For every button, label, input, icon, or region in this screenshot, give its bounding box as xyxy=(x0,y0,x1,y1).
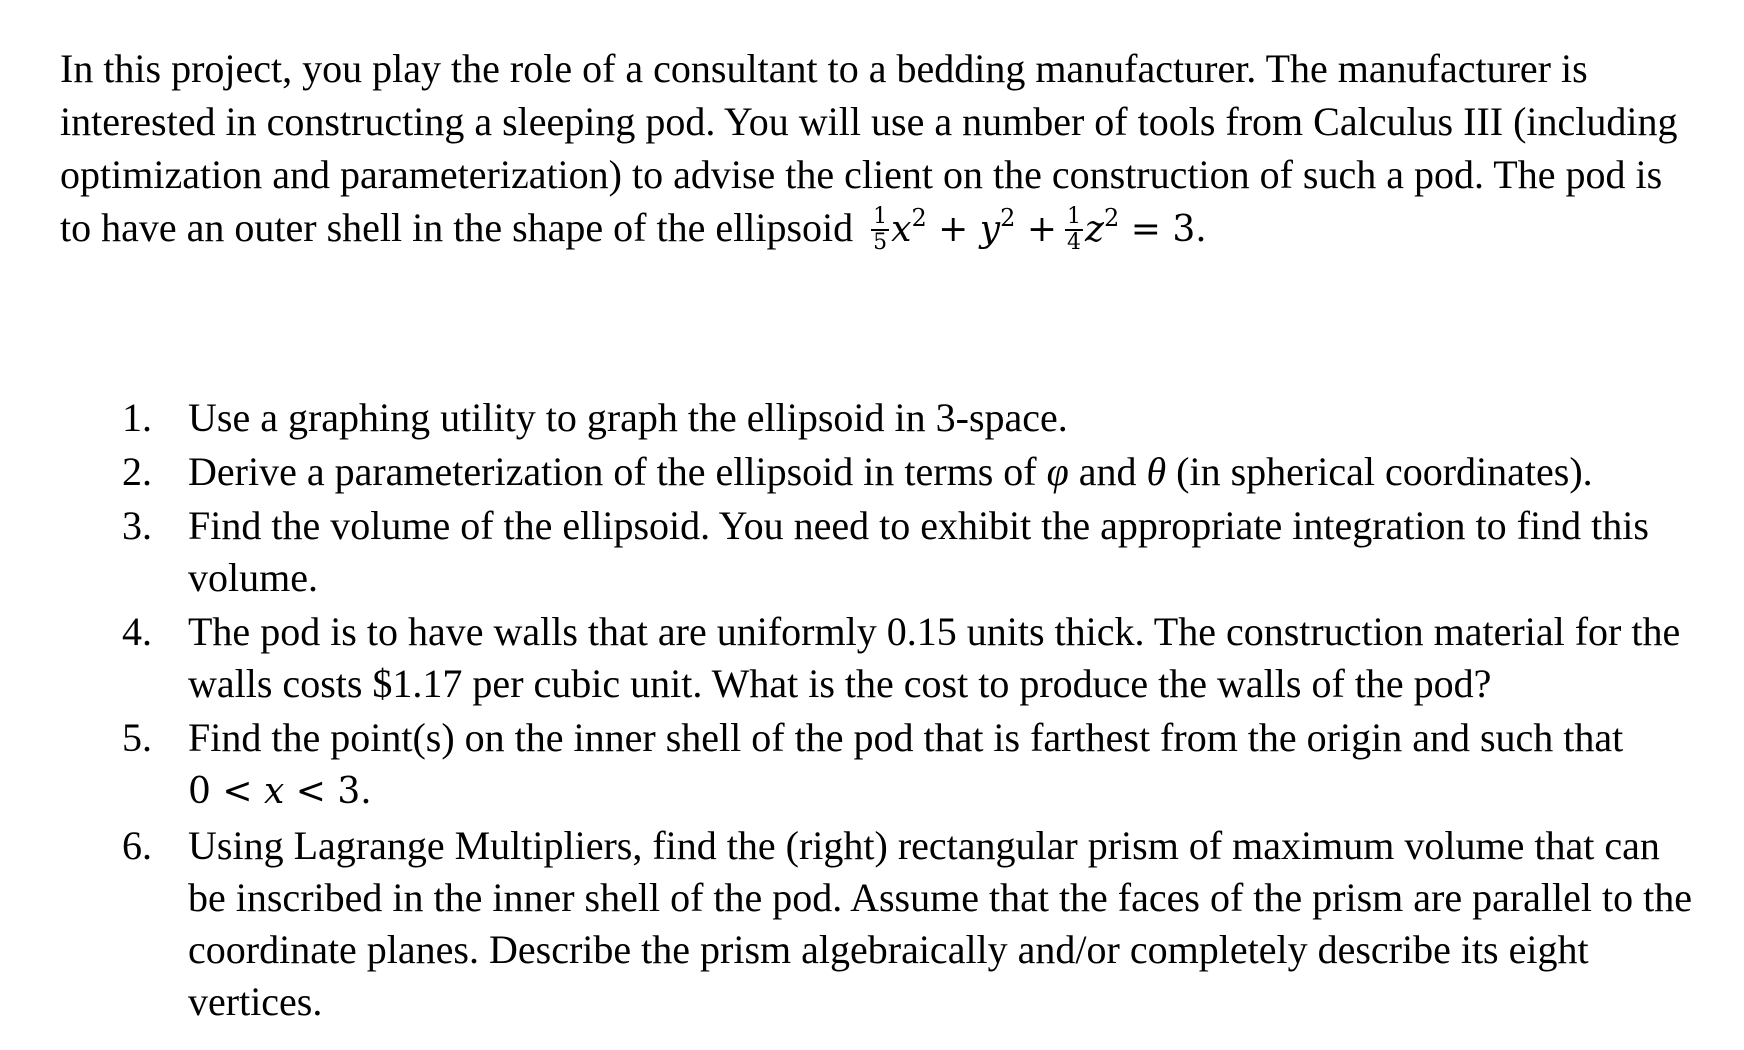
ellipsoid-equation xyxy=(863,204,1207,255)
exponent-y: 2 xyxy=(1000,204,1016,232)
task-item xyxy=(60,712,1700,818)
inequality-variable: x xyxy=(263,771,285,812)
task-text: The pod is to have walls that are uniformly 0.15 units thick. The construction material for the walls costs $1.17 per cubic unit. What is the cost to produce the walls of the pod? xyxy=(188,609,1681,706)
plus-sign: + xyxy=(1026,209,1058,250)
fraction-numerator: 1 xyxy=(873,204,888,229)
variable-x: x xyxy=(891,209,912,250)
fraction-denominator: 5 xyxy=(873,230,888,255)
task-number: 2. xyxy=(122,449,152,494)
task-number: 3. xyxy=(122,503,152,548)
variable-y: y xyxy=(979,209,1001,250)
task-item xyxy=(60,606,1700,710)
task-text: Find the point(s) on the inner shell of the pod that is farthest from the origin and such that xyxy=(188,715,1624,760)
variable-z: z xyxy=(1085,209,1105,250)
fraction-denominator: 4 xyxy=(1067,230,1082,255)
task-number: 4. xyxy=(122,609,152,654)
fraction-one-fourth xyxy=(1065,205,1083,255)
plus-sign: + xyxy=(938,209,969,250)
phi-symbol: φ xyxy=(1046,449,1069,494)
document-page xyxy=(60,42,1700,1024)
task-item xyxy=(60,446,1700,498)
intro-paragraph xyxy=(60,42,1700,257)
fraction-one-fifth xyxy=(871,205,889,255)
task-list xyxy=(60,392,1700,1030)
task-number: 5. xyxy=(122,715,152,760)
equals-sign: = xyxy=(1130,209,1161,250)
task-number: 1. xyxy=(122,395,152,440)
task-text: Find the volume of the ellipsoid. You need to exhibit the appropriate integration to find this volume. xyxy=(188,503,1649,600)
task-item xyxy=(60,392,1700,444)
inequality-right: < 3. xyxy=(295,771,372,812)
task-number: 6. xyxy=(122,823,152,868)
task-text-and: and xyxy=(1078,449,1137,494)
task-item xyxy=(60,820,1700,1028)
exponent-z: 2 xyxy=(1104,204,1120,232)
inequality-left: 0 < xyxy=(188,771,253,812)
equation-rhs: 3. xyxy=(1172,209,1207,250)
inequality xyxy=(188,771,372,812)
theta-symbol: θ xyxy=(1146,449,1167,494)
task-text: Using Lagrange Multipliers, find the (right) rectangular prism of maximum volume that can be inscribed in the inner shell of the pod. Assume that the faces of the prism are parallel to the coordinate planes. Describe the prism algebraically and/or completely describe its eight vertices. xyxy=(188,823,1692,1024)
exponent-x: 2 xyxy=(911,204,927,232)
intro-text: In this project, you play the role of a consultant to a bedding manufacturer. The manufacturer is interested in constructing a sleeping pod. You will use a number of tools from Calculus III (including optimization and parameterization) to advise the client on the construction of such a pod. The pod is to have an outer shell in the shape of the ellipsoid xyxy=(60,46,1678,250)
fraction-numerator: 1 xyxy=(1067,204,1082,229)
task-text: Derive a parameterization of the ellipsoid in terms of xyxy=(188,449,1037,494)
task-item xyxy=(60,500,1700,604)
task-text: Use a graphing utility to graph the ellipsoid in 3-space. xyxy=(188,395,1068,440)
task-text: (in spherical coordinates). xyxy=(1176,449,1593,494)
